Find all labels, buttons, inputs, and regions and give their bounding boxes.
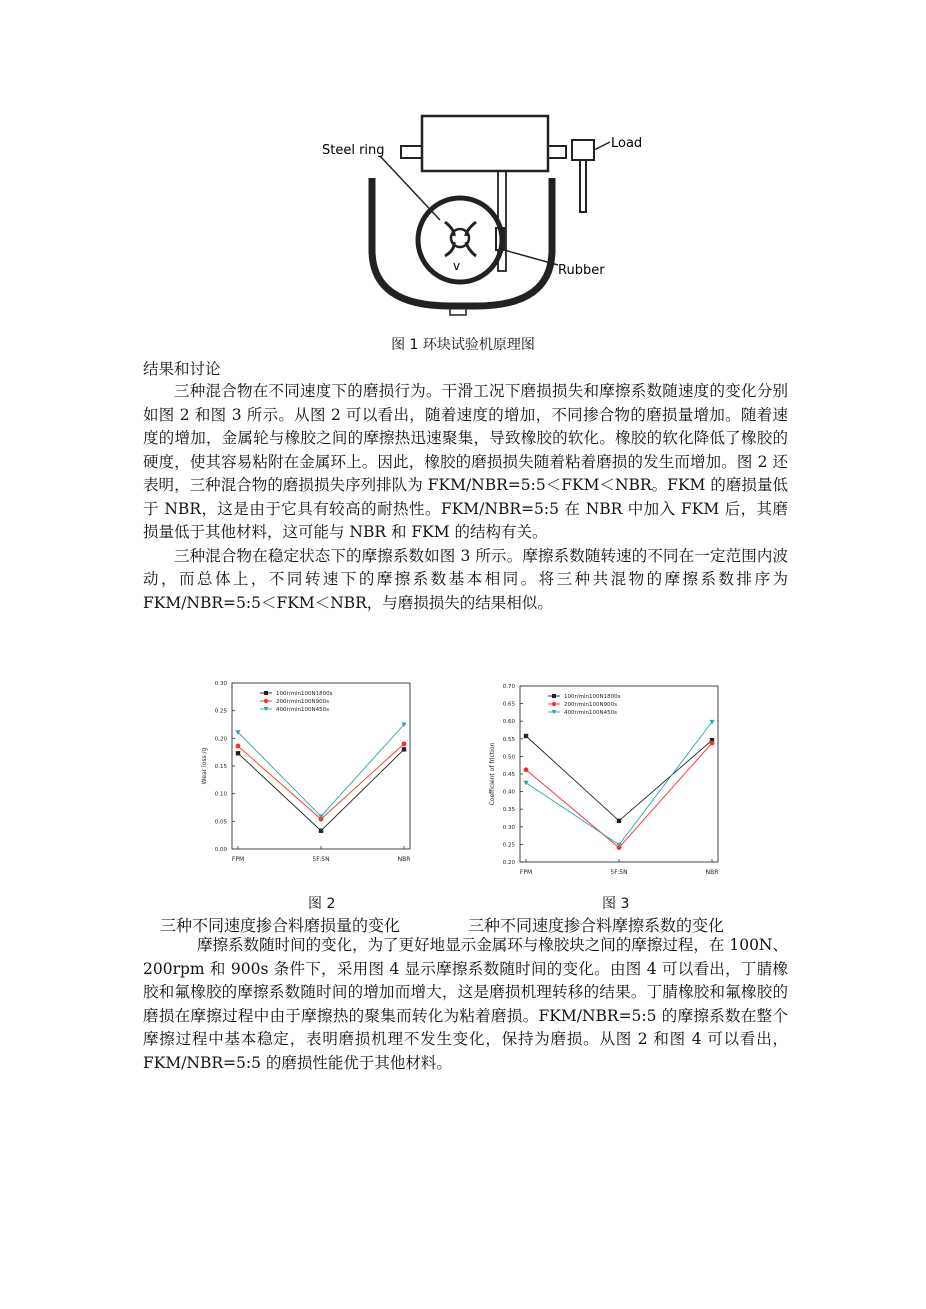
- y-tick-label: 0.20: [214, 736, 227, 743]
- data-point: [402, 747, 406, 751]
- y-tick-label: 0.20: [502, 860, 515, 866]
- y-tick-label: 0.50: [502, 754, 515, 761]
- series-line: [526, 722, 712, 845]
- x-tick-label: 5F:5N: [312, 856, 330, 863]
- series-line: [526, 736, 712, 821]
- load-label: Load: [611, 136, 643, 151]
- figure3-caption: 图 3: [602, 896, 630, 912]
- figure3-subcaption: 三种不同速度掺合料摩擦系数的变化: [468, 916, 725, 935]
- ring-block-tester-diagram: [300, 110, 660, 325]
- legend-label: 400r/min100N450s: [276, 707, 329, 713]
- legend-marker: [264, 699, 268, 703]
- y-tick-label: 0.55: [502, 736, 515, 743]
- data-point: [523, 781, 528, 786]
- y-tick-label: 0.65: [502, 701, 515, 708]
- paragraph: 摩擦系数随时间的变化，为了更好地显示金属环与橡胶块之间的摩擦过程，在 100N、200rpm 和 900s 条件下，采用图 4 显示摩擦系数随时间的变化。由图 4 可以看出，丁腈橡胶和氟橡胶的摩擦系数随时间的增加而增大，这是磨损机理转移的结果。丁腈橡胶和氟橡胶的磨损在摩擦过程中由于摩擦热的聚集而转化为粘着磨损。FKM/NBR=5:5 的摩擦系数在整个摩擦过程中基本稳定，表明磨损机理不发生变化，保持为磨损。从图 2 和图 4 可以看出，FKM/NBR=5:5 的磨损性能优于其他材料。: [143, 936, 788, 1072]
- friction-coefficient-chart: [478, 678, 736, 888]
- paragraph: 三种混合物在稳定状态下的摩擦系数如图 3 所示。摩擦系数随转速的不同在一定范围内波动，而总体上，不同转速下的摩擦系数基本相同。将三种共混物的摩擦系数排序为 FKM/NBR=5:5＜FKM＜NBR，与磨损损失的结果相似。: [143, 546, 788, 612]
- x-tick-label: NBR: [397, 856, 411, 863]
- velocity-label: v: [453, 259, 461, 273]
- paragraph-group-2: [143, 934, 788, 1075]
- section-heading: 结果和讨论: [143, 360, 221, 378]
- x-tick-label: 5F:5N: [610, 869, 628, 876]
- paragraph-group-1: [143, 380, 788, 615]
- legend-label: 100r/min100N1800s: [564, 694, 621, 700]
- legend-label: 100r/min100N1800s: [276, 691, 333, 697]
- y-tick-label: 0.15: [214, 764, 227, 770]
- x-tick-label: FPM: [231, 856, 245, 863]
- legend-marker: [552, 702, 556, 706]
- load-block: [572, 140, 594, 160]
- legend-label: 200r/min100N900s: [276, 699, 329, 705]
- data-point: [236, 751, 240, 755]
- shaft-right: [548, 146, 566, 158]
- legend-label: 400r/min100N450s: [564, 710, 617, 716]
- figure1-caption: 图 1 环块试验机原理图: [391, 337, 535, 353]
- rubber-label: Rubber: [558, 263, 605, 278]
- y-tick-label: 0.35: [502, 807, 515, 814]
- figure2-subcaption: 三种不同速度掺合料磨损量的变化: [160, 916, 401, 935]
- shaft-left: [401, 146, 422, 158]
- y-tick-label: 0.00: [214, 847, 227, 853]
- data-point: [319, 829, 323, 833]
- y-axis-label: Coefficient of friction: [489, 742, 496, 806]
- data-point: [617, 819, 621, 823]
- y-tick-label: 0.30: [502, 824, 515, 831]
- legend-marker: [552, 694, 556, 698]
- y-tick-label: 0.40: [502, 789, 515, 796]
- paragraph: 三种混合物在不同速度下的磨损行为。干滑工况下磨损损失和摩擦系数随速度的变化分别如图 2 和图 3 所示。从图 2 可以看出，随着速度的增加，不同掺合物的磨损量增加。随着速度的增加，金属轮与橡胶之间的摩擦热迅速聚集，导致橡胶的软化。橡胶的软化降低了橡胶的硬度，使其容易粘附在金属环上。因此，橡胶的磨损损失随着粘着磨损的发生而增加。图 2 还表明，三种混合物的磨损损失序列排队为 FKM/NBR=5:5＜FKM＜NBR。FKM 的磨损量低于 NBR，这是由于它具有较高的耐热性。FKM/NBR=5:5 在 NBR 中加入 FKM 后，其磨损量低于其他材料，这可能与 NBR 和 FKM 的结构有关。: [143, 382, 788, 541]
- x-tick-label: NBR: [705, 869, 719, 876]
- y-tick-label: 0.05: [214, 819, 227, 826]
- y-axis-label: Wear loss /g: [201, 747, 208, 785]
- data-point: [236, 744, 241, 749]
- steel-ring-label: Steel ring: [322, 143, 385, 158]
- legend-label: 200r/min100N900s: [564, 702, 617, 708]
- y-tick-label: 0.30: [214, 681, 227, 687]
- y-tick-label: 0.60: [502, 719, 515, 726]
- x-tick-label: FPM: [519, 869, 533, 876]
- y-tick-label: 0.25: [214, 708, 227, 715]
- legend-marker: [264, 691, 268, 695]
- series-line: [238, 725, 404, 817]
- load-rod: [580, 160, 586, 212]
- data-point: [524, 734, 528, 738]
- figure2-caption: 图 2: [308, 896, 336, 912]
- y-tick-label: 0.25: [502, 842, 515, 849]
- wear-loss-chart: [190, 675, 430, 885]
- data-point: [710, 741, 715, 746]
- data-point: [524, 767, 529, 772]
- y-tick-label: 0.10: [214, 791, 227, 798]
- series-line: [238, 744, 404, 819]
- y-tick-label: 0.45: [502, 772, 515, 778]
- data-point: [402, 741, 407, 746]
- y-tick-label: 0.70: [502, 684, 515, 690]
- motor-housing: [422, 116, 548, 171]
